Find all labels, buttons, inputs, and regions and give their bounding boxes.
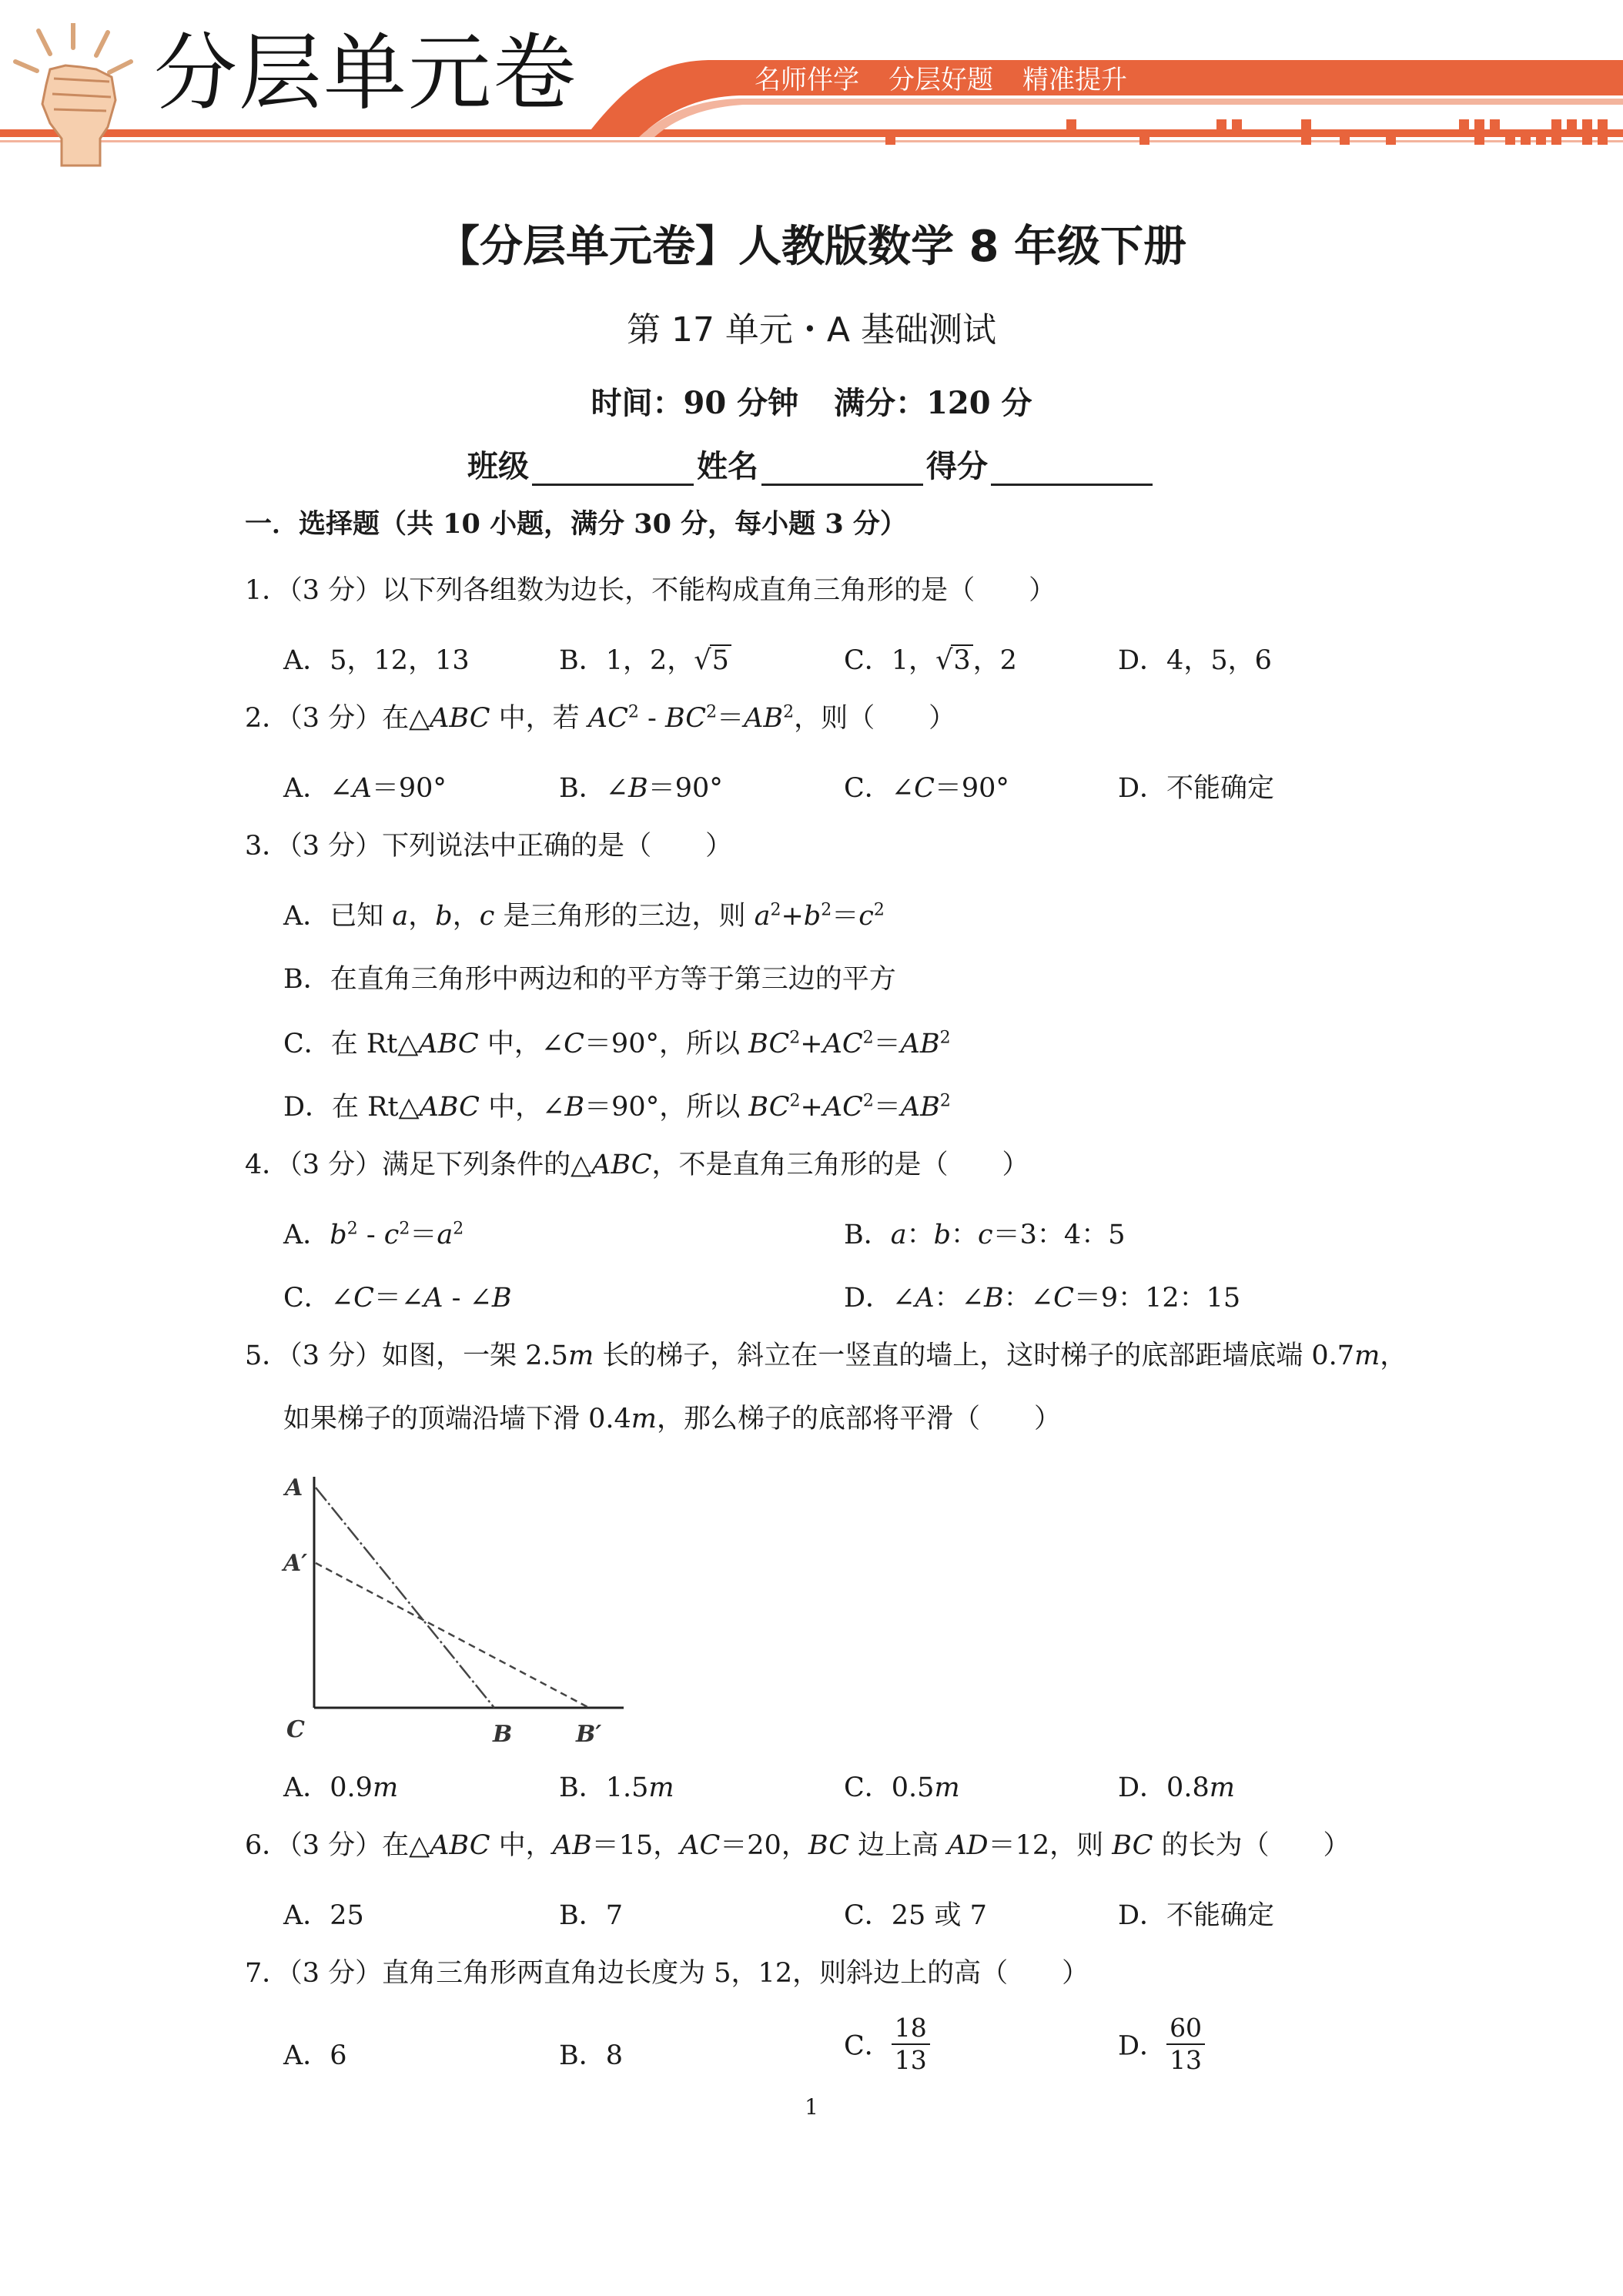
q4-option-c[interactable]: C．∠C＝∠A - ∠B bbox=[283, 1283, 512, 1314]
name-blank[interactable] bbox=[761, 453, 923, 486]
section-heading: 一．选择题（共 10 小题，满分 30 分，每小题 3 分） bbox=[245, 508, 907, 540]
q4-option-a[interactable]: A．$b^2 - c^2=a^2$ bbox=[283, 1219, 464, 1250]
q1-b-radicand: 5 bbox=[710, 644, 731, 676]
q5-stem-line2: 如果梯子的顶端沿墙下滑 0.4m，那么梯子的底部将平滑（ ） bbox=[283, 1404, 1062, 1434]
grade-label: 得分 bbox=[926, 448, 988, 484]
label-A-prime: A′ bbox=[283, 1550, 308, 1577]
label-B-prime: B′ bbox=[576, 1721, 602, 1748]
page-subtitle: 第 17 单元・A 基础测试 bbox=[626, 310, 997, 350]
q7-stem: 7．（3 分）直角三角形两直角边长度为 5，12，则斜边上的高（ ） bbox=[245, 1958, 1089, 1989]
q6-option-d[interactable]: D．不能确定 bbox=[1118, 1900, 1275, 1931]
grade-blank[interactable] bbox=[991, 453, 1153, 486]
q7-option-b[interactable]: B．8 bbox=[559, 2040, 623, 2071]
q2-option-b[interactable]: B．∠B＝90° bbox=[559, 773, 723, 804]
q1-option-c[interactable]: C．1，√3，2 bbox=[844, 645, 1017, 676]
q3-option-c[interactable]: C．在 Rt△ABC 中，∠C＝90°，所以 $BC^2+AC^2=AB^2$ bbox=[283, 1028, 951, 1059]
header-slogans bbox=[755, 59, 1156, 96]
q6-option-c[interactable]: C．25 或 7 bbox=[844, 1900, 987, 1931]
brand-title: 分层单元卷 bbox=[154, 25, 578, 122]
q7-c-fraction: $\frac{18}{13}$ bbox=[892, 2013, 930, 2075]
q7-option-a[interactable]: A．6 bbox=[283, 2040, 347, 2071]
q4-option-b[interactable]: B．a：b：c＝3：4：5 bbox=[844, 1220, 1126, 1250]
q7-option-c[interactable]: C． $\frac{18}{13}$ bbox=[844, 2013, 930, 2075]
q2-option-d[interactable]: D．不能确定 bbox=[1118, 773, 1275, 804]
time-score-line bbox=[0, 379, 1623, 423]
name-label: 姓名 bbox=[697, 448, 758, 484]
q4-option-d[interactable]: D．∠A：∠B：∠C＝9：12：15 bbox=[844, 1283, 1241, 1314]
q1-option-b[interactable]: B．1，2，√5 bbox=[559, 639, 731, 678]
class-blank[interactable] bbox=[532, 453, 694, 486]
q5-stem-line1: 5．（3 分）如图，一架 2.5m 长的梯子，斜立在一竖直的墙上，这时梯子的底部距墙底端 0.7m， bbox=[245, 1340, 1407, 1371]
time-label: 时间：90 分钟 bbox=[591, 385, 799, 421]
label-B: B bbox=[493, 1721, 513, 1748]
q1-c-radicand: 3 bbox=[951, 644, 972, 676]
q5-option-c[interactable]: C．0.5m bbox=[844, 1772, 960, 1803]
q1-option-d[interactable]: D．4，5，6 bbox=[1118, 645, 1272, 676]
q1-option-a[interactable]: A．5，12，13 bbox=[283, 645, 470, 676]
q1-stem: 1．（3 分）以下列各组数为边长，不能构成直角三角形的是（ ） bbox=[245, 575, 1056, 606]
ladder-figure bbox=[277, 1463, 631, 1755]
q6-option-a[interactable]: A．25 bbox=[283, 1900, 364, 1931]
q5-option-b[interactable]: B．1.5m bbox=[559, 1772, 674, 1803]
q2-option-c[interactable]: C．∠C＝90° bbox=[844, 773, 1009, 804]
q7-d-fraction: $\frac{60}{13}$ bbox=[1166, 2013, 1205, 2075]
fist-icon bbox=[8, 23, 146, 177]
q5-option-a[interactable]: A．0.9m bbox=[283, 1772, 399, 1803]
page-number: 1 bbox=[805, 2094, 818, 2120]
q3-option-b[interactable]: B．在直角三角形中两边和的平方等于第三边的平方 bbox=[283, 964, 896, 995]
q5-option-d[interactable]: D．0.8m bbox=[1118, 1772, 1235, 1803]
student-info-line bbox=[0, 442, 1623, 486]
q2-stem: 2．（3 分）在△ABC 中，若 $AC^2 - BC^2=AB^2$，则（ ） bbox=[245, 702, 956, 734]
q4-stem: 4．（3 分）满足下列条件的△ABC，不是直角三角形的是（ ） bbox=[245, 1150, 1029, 1180]
slogan-2: 分层好题 bbox=[888, 65, 993, 95]
label-A: A bbox=[285, 1474, 303, 1501]
q6-option-b[interactable]: B．7 bbox=[559, 1900, 623, 1931]
q2-option-a[interactable]: A．∠A＝90° bbox=[283, 773, 447, 804]
slogan-3: 精准提升 bbox=[1022, 65, 1127, 95]
q7-option-d[interactable]: D． $\frac{60}{13}$ bbox=[1118, 2013, 1205, 2075]
label-C: C bbox=[286, 1716, 305, 1743]
score-label: 满分：120 分 bbox=[834, 385, 1032, 421]
q6-stem: 6．（3 分）在△ABC 中，AB＝15，AC＝20，BC 边上高 AD＝12，则 BC 的长为（ ） bbox=[245, 1830, 1350, 1861]
class-label: 班级 bbox=[467, 448, 529, 484]
header-banner bbox=[0, 0, 1623, 177]
q3-option-d[interactable]: D．在 Rt△ABC 中，∠B＝90°，所以 $BC^2+AC^2=AB^2$ bbox=[283, 1091, 951, 1123]
page-title: 【分层单元卷】人教版数学 8 年级下册 bbox=[437, 222, 1186, 272]
q3-stem: 3．（3 分）下列说法中正确的是（ ） bbox=[245, 831, 733, 862]
q3-option-a[interactable]: A．已知 a，b，c 是三角形的三边，则 $a^2+b^2=c^2$ bbox=[283, 900, 885, 932]
slogan-1: 名师伴学 bbox=[755, 65, 859, 95]
